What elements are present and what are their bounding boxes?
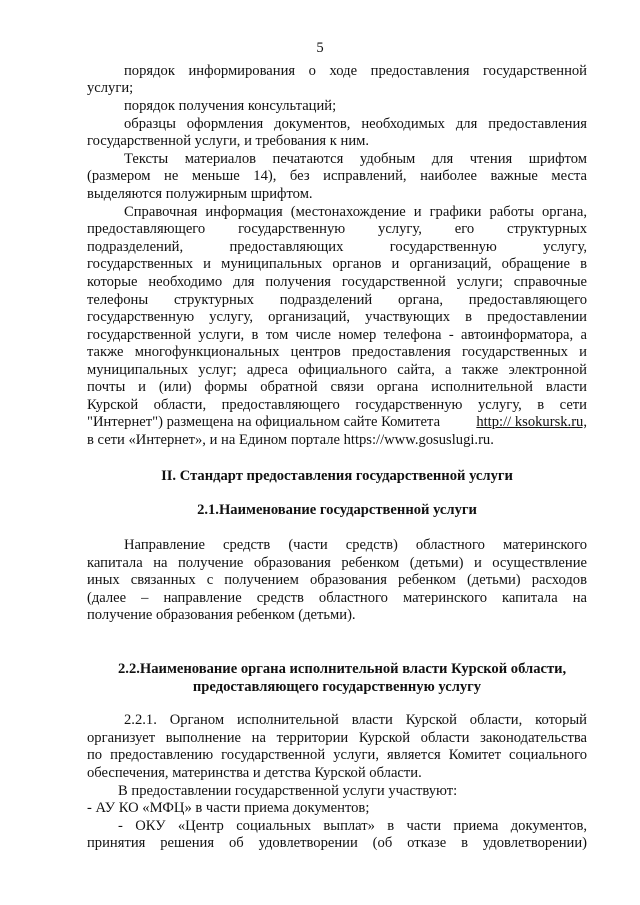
- text-line: которые необходимо для получения государственной услуги; справочные: [87, 274, 587, 290]
- text-line: услуги;: [87, 80, 134, 96]
- text-line: Направление средств (части средств) областного материнского: [124, 537, 587, 553]
- text-line: телефоны структурных подразделений органа, предоставляющего: [87, 292, 587, 308]
- text-line: подразделений, предоставляющих государственную услугу,: [87, 239, 587, 255]
- list-item: - АУ КО «МФЦ» в части приема документов;: [87, 800, 370, 816]
- text-line: капитала на получение образования ребенком (детьми) и осуществление: [87, 555, 587, 571]
- text-line: государственную услугу, организаций, участвующих в предоставлении: [87, 309, 587, 325]
- text-line: порядок получения консультаций;: [124, 98, 337, 114]
- text-line: почты и (или) формы обратной связи органа исполнительной власти: [87, 379, 587, 395]
- subsection-heading: 2.1.Наименование государственной услуги: [197, 502, 477, 518]
- text-line: государственной услуги, в том числе номер телефона - автоинформатора, а: [87, 327, 587, 343]
- text-line: государственной услуги, и требования к ним.: [87, 133, 370, 149]
- text-line: иных связанных с получением образования ребенком (детьми) расходов: [87, 572, 587, 588]
- text-line: получение образования ребенком (детьми).: [87, 607, 356, 623]
- text-line: также многофункциональных центров предоставления государственных и: [87, 344, 587, 360]
- text-line: Тексты материалов печатаются удобным для чтения шрифтом: [124, 151, 587, 167]
- text-line: обеспечения, материнства и детства Курской области.: [87, 765, 422, 781]
- website-link[interactable]: http:// ksokursk.ru,: [476, 414, 587, 430]
- text-line: образцы оформления документов, необходимых для предоставления: [124, 116, 587, 132]
- page-number: 5: [316, 40, 324, 56]
- text-line: выделяются полужирным шрифтом.: [87, 186, 313, 202]
- text-line: (далее – направление средств областного материнского капитала на: [87, 590, 587, 606]
- text-line: предоставляющего государственную услугу, его структурных: [87, 221, 587, 237]
- text-line: муниципальных услуг; адреса официального сайта, а также электронной: [87, 362, 587, 378]
- text-line: государственных и муниципальных органов и организаций, обращение в: [87, 256, 587, 272]
- list-item: - ОКУ «Центр социальных выплат» в части приема документов,: [118, 818, 587, 834]
- text-line: в сети «Интернет», и на Едином портале https://www.gosuslugi.ru.: [87, 432, 494, 448]
- text-line: Курской области, предоставляющего государственную услугу, в сети: [87, 397, 587, 413]
- text-line: 2.2.1. Органом исполнительной власти Курской области, который: [124, 712, 587, 728]
- text-line: организует выполнение на территории Курской области законодательства: [87, 730, 587, 746]
- text-line: (размером не меньше 14), без исправлений, наиболее важные места: [87, 168, 587, 184]
- subsection-heading: 2.2.Наименование органа исполнительной власти Курской области,: [118, 661, 567, 677]
- subsection-heading: предоставляющего государственную услугу: [192, 679, 482, 695]
- text-line: по предоставлению государственной услуги, является Комитет социального: [87, 747, 587, 763]
- text-line: порядок информирования о ходе предоставления государственной: [124, 63, 587, 79]
- text-line: В предоставлении государственной услуги участвуют:: [118, 783, 458, 799]
- section-heading: II. Стандарт предоставления государственной услуги: [161, 468, 513, 484]
- text-line: принятия решения об удовлетворении (об отказе в удовлетворении): [87, 835, 587, 851]
- text-line: [87, 414, 587, 431]
- text-span: "Интернет") размещена на официальном сайте Комитета: [87, 414, 441, 430]
- text-line: Справочная информация (местонахождение и графики работы органа,: [124, 204, 587, 220]
